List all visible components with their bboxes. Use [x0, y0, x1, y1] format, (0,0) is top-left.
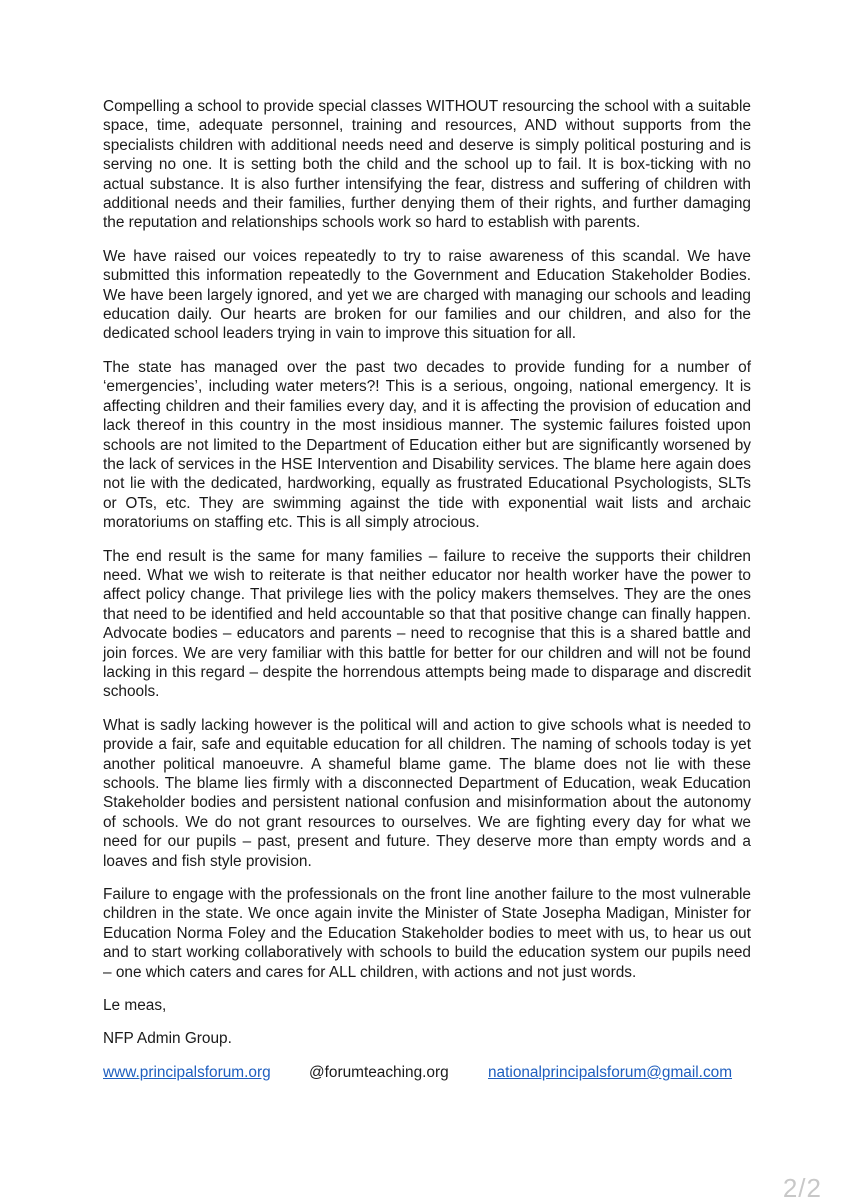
paragraph-2: We have raised our voices repeatedly to try to raise awareness of this scandal. We have submitted this information repeatedly to the Government and Education Stakeholder Bodies. We have been largely ignored, and yet we are charged with managing our schools and leading education daily. Our hearts are broken for our families and our children, and also for the dedicated school leaders trying in vain to improve this situation for all.	[103, 247, 751, 343]
contact-footer	[103, 1063, 751, 1083]
website-link[interactable]: www.principalsforum.org	[103, 1063, 271, 1081]
page-number: 2/2	[782, 1173, 822, 1203]
email-link[interactable]: nationalprincipalsforum@gmail.com	[488, 1063, 733, 1081]
paragraph-4: The end result is the same for many families – failure to receive the supports their children need. What we wish to reiterate is that neither educator nor health worker have the power to affect policy change. That privilege lies with the policy makers themselves. They are the ones that need to be identified and held accountable so that that positive change can finally happen. Advocate bodies – educators and parents – need to recognise that this is a shared battle and join forces. We are very familiar with this battle for better for our children and will not be found lacking in this regard – despite the horrendous attempts being made to disparage and discredit schools.	[103, 547, 751, 701]
paragraph-6: Failure to engage with the professionals on the front line another failure to the most vulnerable children in the state. We once again invite the Minister of State Josepha Madigan, Minister for Education Norma Foley and the Education Stakeholder bodies to meet with us, to hear us out and to start working collaboratively with schools to build the education system our pupils need – one which caters and cares for ALL children, with actions and not just words.	[103, 886, 751, 981]
social-handle: @forumteaching.org	[309, 1063, 449, 1081]
letter-body	[103, 97, 751, 1083]
sign-off: Le meas,	[103, 997, 167, 1015]
paragraph-1: Compelling a school to provide special classes WITHOUT resourcing the school with a suitable space, time, adequate personnel, training and resources, AND without supports from the specialists children with additional needs need and deserve is simply political posturing and is serving no one. It is setting both the child and the school up to fail. It is box-ticking with no actual substance. It is also further intensifying the fear, distress and suffering of children with additional needs and their families, further denying them of their rights, and further damaging the reputation and relationships schools work so hard to establish with parents.	[103, 98, 751, 232]
paragraph-5: What is sadly lacking however is the political will and action to give schools what is needed to provide a fair, safe and equitable education for all children. The naming of schools today is yet another political manoeuvre. A shameful blame game. The blame does not lie with these schools. The blame lies firmly with a disconnected Department of Education, weak Education Stakeholder bodies and persistent national confusion and misinformation about the autonomy of schools. We do not grant resources to ourselves. We are fighting every day for what we need for our pupils – past, present and future. They deserve more than empty words and a loaves and fish style provision.	[103, 716, 751, 870]
signature: NFP Admin Group.	[103, 1030, 232, 1048]
paragraph-3: The state has managed over the past two decades to provide funding for a number of ‘emergencies’, including water meters?! This is a serious, ongoing, national emergency. It is affecting children and their families every day, and it is affecting the provision of education and lack thereof in this country in the most insidious manner. The systemic failures foisted upon schools are not limited to the Department of Education either but are significantly worsened by the lack of services in the HSE Intervention and Disability services. The blame here again does not lie with the dedicated, hardworking, equally as frustrated Educational Psychologists, SLTs or OTs, etc. They are swimming against the tide with exponential wait lists and archaic moratoriums on staffing etc. This is all simply atrocious.	[103, 358, 751, 532]
